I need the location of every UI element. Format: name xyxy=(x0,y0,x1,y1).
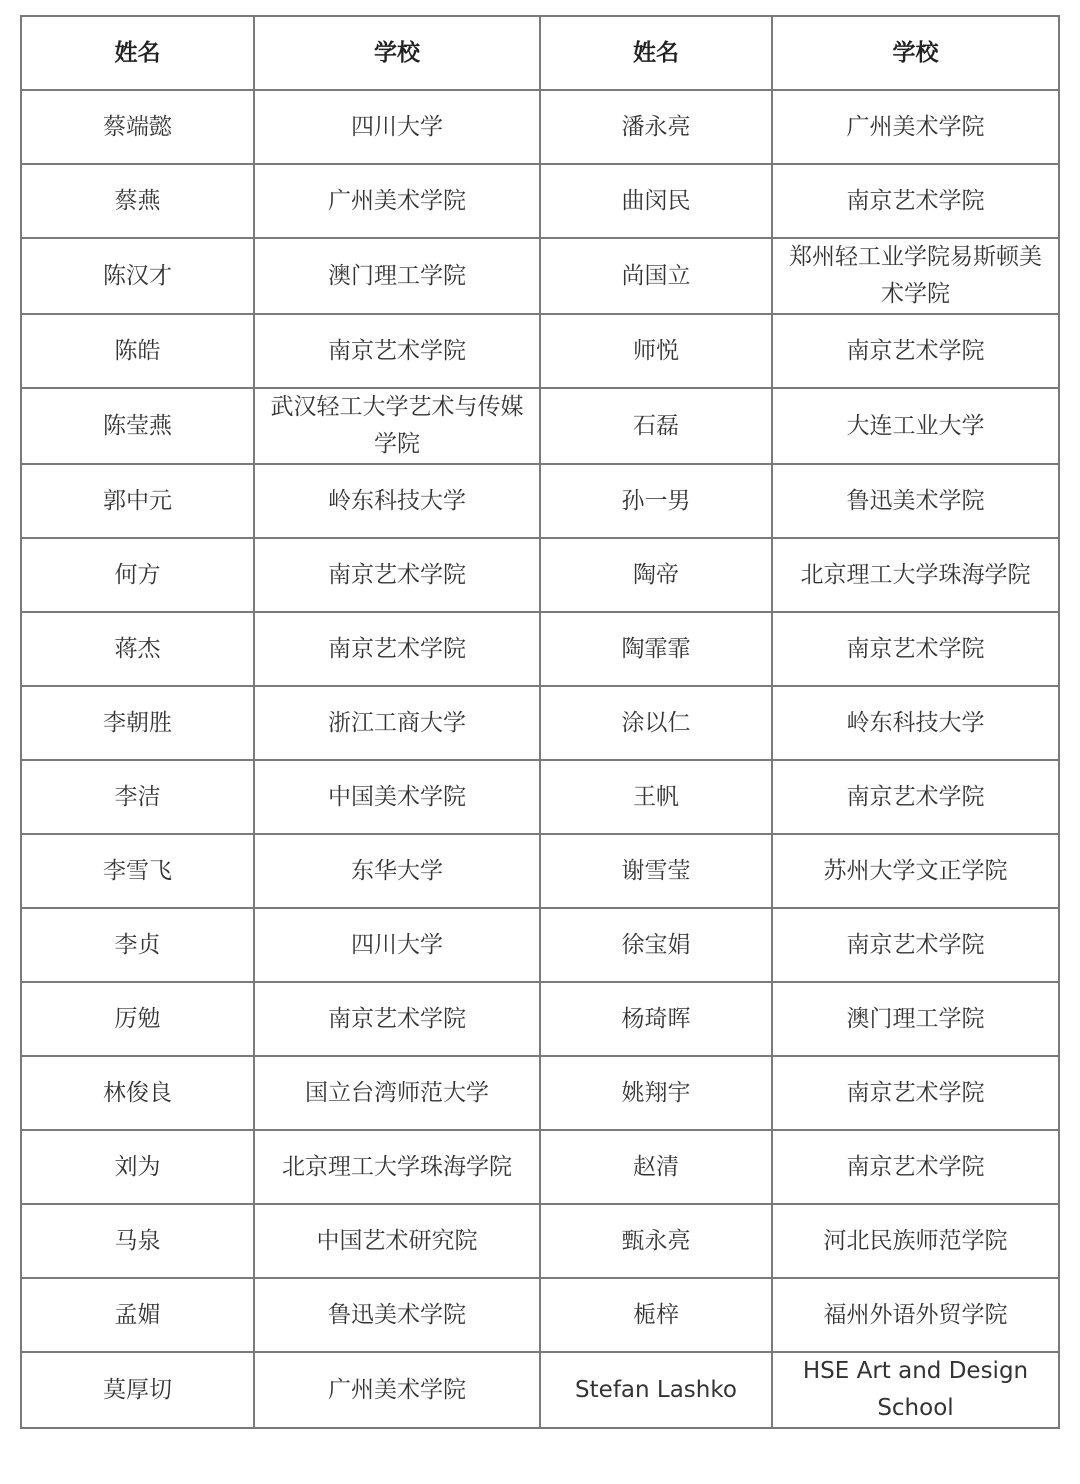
name-cell: 蒋杰 xyxy=(21,612,254,686)
name-cell: 何方 xyxy=(21,538,254,612)
table-row xyxy=(21,612,1059,686)
school-cell: 广州美术学院 xyxy=(772,90,1059,164)
name-cell: 孙一男 xyxy=(540,464,772,538)
table-row xyxy=(21,908,1059,982)
name-cell: 甄永亮 xyxy=(540,1204,772,1278)
school-cell: 河北民族师范学院 xyxy=(772,1204,1059,1278)
name-cell: 蔡端懿 xyxy=(21,90,254,164)
table-row xyxy=(21,1056,1059,1130)
name-cell: 厉勉 xyxy=(21,982,254,1056)
table-row xyxy=(21,314,1059,388)
school-cell: 东华大学 xyxy=(254,834,540,908)
school-cell: HSE Art and Design School xyxy=(772,1352,1059,1428)
header-name-1: 姓名 xyxy=(21,16,254,90)
name-cell: 陈莹燕 xyxy=(21,388,254,464)
table-row xyxy=(21,164,1059,238)
name-cell: 刘为 xyxy=(21,1130,254,1204)
table-row xyxy=(21,538,1059,612)
school-cell: 武汉轻工大学艺术与传媒学院 xyxy=(254,388,540,464)
name-cell: 曲闵民 xyxy=(540,164,772,238)
school-cell: 北京理工大学珠海学院 xyxy=(254,1130,540,1204)
name-cell: 孟媚 xyxy=(21,1278,254,1352)
school-cell: 广州美术学院 xyxy=(254,164,540,238)
school-cell: 苏州大学文正学院 xyxy=(772,834,1059,908)
school-cell: 四川大学 xyxy=(254,90,540,164)
table-row xyxy=(21,1130,1059,1204)
school-cell: 南京艺术学院 xyxy=(254,982,540,1056)
school-cell: 大连工业大学 xyxy=(772,388,1059,464)
school-cell: 郑州轻工业学院易斯顿美术学院 xyxy=(772,238,1059,314)
school-cell: 南京艺术学院 xyxy=(254,538,540,612)
table-row xyxy=(21,388,1059,464)
name-cell: 杨琦晖 xyxy=(540,982,772,1056)
name-cell: 陶霏霏 xyxy=(540,612,772,686)
name-cell: 马泉 xyxy=(21,1204,254,1278)
name-cell: 姚翔宇 xyxy=(540,1056,772,1130)
name-cell: 石磊 xyxy=(540,388,772,464)
school-cell: 鲁迅美术学院 xyxy=(772,464,1059,538)
name-cell: 陈汉才 xyxy=(21,238,254,314)
name-cell: 陶帝 xyxy=(540,538,772,612)
name-cell: 李雪飞 xyxy=(21,834,254,908)
school-cell: 中国艺术研究院 xyxy=(254,1204,540,1278)
name-cell: 李贞 xyxy=(21,908,254,982)
school-cell: 国立台湾师范大学 xyxy=(254,1056,540,1130)
school-cell: 澳门理工学院 xyxy=(772,982,1059,1056)
name-cell: 赵清 xyxy=(540,1130,772,1204)
header-school-2: 学校 xyxy=(772,16,1059,90)
school-cell: 南京艺术学院 xyxy=(254,612,540,686)
school-cell: 澳门理工学院 xyxy=(254,238,540,314)
name-cell: 潘永亮 xyxy=(540,90,772,164)
name-cell: 陈皓 xyxy=(21,314,254,388)
name-cell: 林俊良 xyxy=(21,1056,254,1130)
table-row xyxy=(21,238,1059,314)
header-school-1: 学校 xyxy=(254,16,540,90)
name-cell: 莫厚切 xyxy=(21,1352,254,1428)
school-cell: 南京艺术学院 xyxy=(772,760,1059,834)
name-cell: 尚国立 xyxy=(540,238,772,314)
name-cell: Stefan Lashko xyxy=(540,1352,772,1428)
school-cell: 中国美术学院 xyxy=(254,760,540,834)
name-cell: 李朝胜 xyxy=(21,686,254,760)
table-row xyxy=(21,90,1059,164)
name-cell: 蔡燕 xyxy=(21,164,254,238)
name-cell: 李洁 xyxy=(21,760,254,834)
table-row xyxy=(21,1204,1059,1278)
school-cell: 南京艺术学院 xyxy=(254,314,540,388)
school-cell: 四川大学 xyxy=(254,908,540,982)
school-cell: 南京艺术学院 xyxy=(772,612,1059,686)
name-cell: 徐宝娟 xyxy=(540,908,772,982)
school-cell: 广州美术学院 xyxy=(254,1352,540,1428)
name-cell: 师悦 xyxy=(540,314,772,388)
name-cell: 王帆 xyxy=(540,760,772,834)
school-cell: 南京艺术学院 xyxy=(772,1056,1059,1130)
name-cell: 谢雪莹 xyxy=(540,834,772,908)
school-cell: 南京艺术学院 xyxy=(772,1130,1059,1204)
table-row xyxy=(21,464,1059,538)
table-row xyxy=(21,1352,1059,1428)
header-row xyxy=(21,16,1059,90)
name-cell: 郭中元 xyxy=(21,464,254,538)
table-row xyxy=(21,982,1059,1056)
school-cell: 南京艺术学院 xyxy=(772,908,1059,982)
school-cell: 福州外语外贸学院 xyxy=(772,1278,1059,1352)
table-row xyxy=(21,1278,1059,1352)
table-row xyxy=(21,686,1059,760)
table-row xyxy=(21,760,1059,834)
table-row xyxy=(21,834,1059,908)
name-cell: 栀梓 xyxy=(540,1278,772,1352)
school-cell: 鲁迅美术学院 xyxy=(254,1278,540,1352)
school-cell: 岭东科技大学 xyxy=(254,464,540,538)
school-cell: 北京理工大学珠海学院 xyxy=(772,538,1059,612)
name-cell: 涂以仁 xyxy=(540,686,772,760)
school-cell: 浙江工商大学 xyxy=(254,686,540,760)
participants-table xyxy=(20,15,1060,1429)
header-name-2: 姓名 xyxy=(540,16,772,90)
school-cell: 岭东科技大学 xyxy=(772,686,1059,760)
school-cell: 南京艺术学院 xyxy=(772,164,1059,238)
school-cell: 南京艺术学院 xyxy=(772,314,1059,388)
